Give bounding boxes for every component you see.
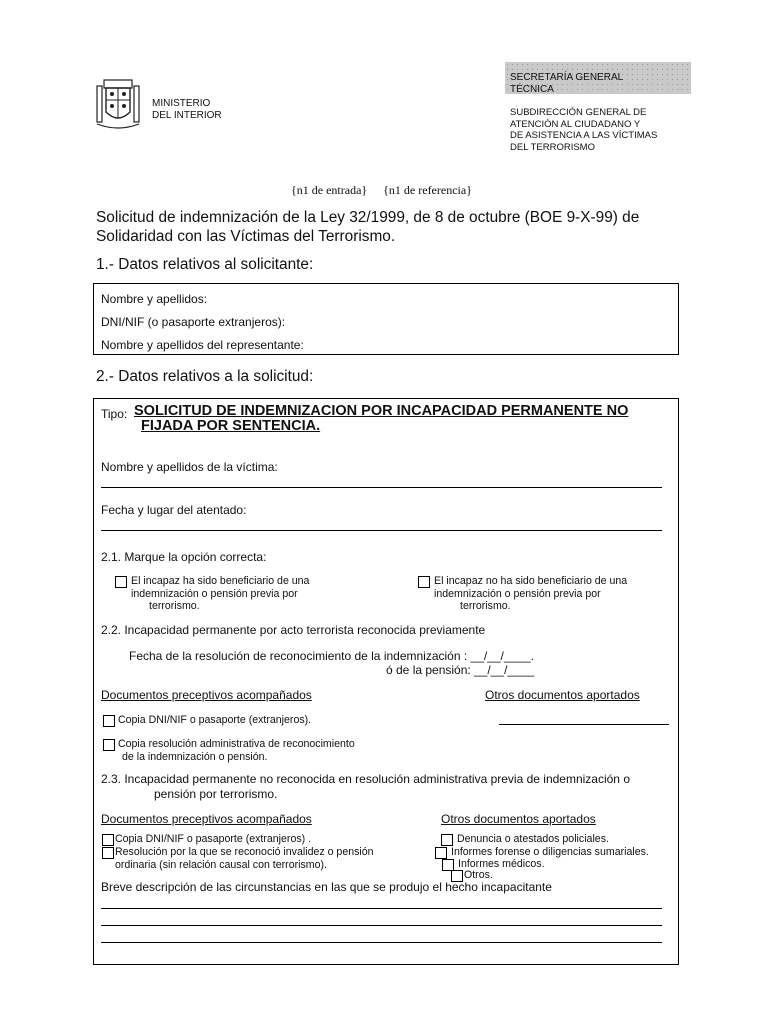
s22-fecha-pension[interactable]: ó de la pensión: __/__/____ (386, 663, 535, 677)
s22-heading: 2.2. Incapacidad permanente por acto terrorista reconocida previamente (101, 623, 486, 637)
s23-doc2-label (115, 846, 374, 871)
option-b-text (434, 575, 627, 613)
descripcion-line-3[interactable] (101, 942, 662, 943)
entrada-number: {n1 de entrada} (291, 183, 368, 197)
s23-other3-label: Informes médicos. (458, 858, 545, 870)
ministry-line2: DEL INTERIOR (152, 110, 222, 121)
tipo-label: Tipo: (101, 407, 128, 421)
descripcion-line-2[interactable] (101, 925, 662, 926)
secretaria-line2: TÉCNICA (510, 84, 554, 95)
s22-doc2-checkbox[interactable] (103, 739, 115, 751)
section1-heading: 1.- Datos relativos al solicitante: (96, 256, 314, 273)
s22-docs-preceptivos: Documentos preceptivos acompañados (101, 688, 312, 702)
s22-doc1-checkbox[interactable] (103, 715, 115, 727)
s22-otros-documentos: Otros documentos aportados (485, 688, 640, 702)
s23-doc2-line1: Resolución por la que se reconoció invalidez o pensión (115, 846, 374, 858)
fecha-lugar-label: Fecha y lugar del atentado: (101, 503, 247, 517)
s23-other2-checkbox[interactable] (435, 847, 447, 859)
s23-other1-checkbox[interactable] (441, 834, 453, 846)
s23-doc1-checkbox[interactable] (102, 834, 114, 846)
section2-heading: 2.- Datos relativos a la solicitud: (96, 368, 314, 385)
ministry-line1: MINISTERIO (152, 98, 211, 109)
option-b-line3: terrorismo. (460, 600, 511, 612)
subdireccion-line4: DEL TERRORISMO (510, 141, 595, 153)
s23-heading (101, 772, 630, 802)
s22-otros-input-line[interactable] (499, 724, 669, 725)
victima-input-line[interactable] (101, 487, 662, 488)
s22-doc2-line1: Copia resolución administrativa de reconocimiento (118, 738, 355, 750)
reference-numbers (291, 183, 488, 198)
referencia-number: {n1 de referencia} (383, 183, 472, 197)
option-heading: 2.1. Marque la opción correcta: (101, 550, 267, 564)
s22-doc2-line2: de la indemnización o pensión. (122, 750, 268, 763)
secretaria-general (510, 72, 623, 96)
option-a-line1: El incapaz ha sido beneficiario de una (131, 575, 310, 587)
subdireccion-line3: DE ASISTENCIA A LAS VÍCTIMAS (510, 130, 658, 141)
victima-label: Nombre y apellidos de la víctima: (101, 460, 278, 474)
s23-heading-line1: 2.3. Incapacidad permanente no reconocida en resolución administrativa previa de indemnización o (101, 772, 630, 786)
tipo-value (134, 404, 628, 434)
option-b-checkbox[interactable] (418, 576, 430, 588)
s23-doc2-line2: ordinaria (sin relación causal con terrorismo). (115, 858, 327, 871)
s23-other1-label: Denuncia o atestados policiales. (457, 833, 609, 845)
option-a-line2: indemnización o pensión previa por (131, 587, 298, 600)
s22-fecha-resolucion[interactable]: Fecha de la resolución de reconocimiento de la indemnización : __/__/____. (129, 649, 534, 663)
document-title: Solicitud de indemnización de la Ley 32/1999, de 8 de octubre (BOE 9-X-99) de Solidaridad con las Víctimas del Terrorismo. (96, 209, 640, 245)
descripcion-line-1[interactable] (101, 908, 662, 909)
fecha-lugar-input-line[interactable] (101, 530, 662, 531)
coat-of-arms-logo (94, 78, 142, 132)
breve-descripcion-label: Breve descripción de las circunstancias en las que se produjo el hecho incapacitante (101, 880, 552, 894)
representante-field[interactable]: Nombre y apellidos del representante: (101, 338, 304, 352)
tipo-line2: FIJADA POR SENTENCIA. (141, 418, 321, 434)
s23-doc2-checkbox[interactable] (102, 847, 114, 859)
option-a-checkbox[interactable] (115, 576, 127, 588)
subdireccion-line2: ATENCIÓN AL CIUDADANO Y (510, 118, 641, 130)
s23-heading-line2: pensión por terrorismo. (154, 787, 278, 801)
tipo-line1: SOLICITUD DE INDEMNIZACION POR INCAPACIDAD PERMANENTE NO (134, 403, 629, 419)
secretaria-line1: SECRETARÍA GENERAL (510, 72, 624, 83)
subdireccion-general (510, 107, 657, 153)
option-b-line1: El incapaz no ha sido beneficiario de una (434, 575, 628, 587)
s23-docs-preceptivos: Documentos preceptivos acompañados (101, 812, 312, 826)
s22-doc1-label: Copia DNI/NIF o pasaporte (extranjeros). (118, 714, 312, 726)
dni-nif-field[interactable]: DNI/NIF (o pasaporte extranjeros): (101, 315, 286, 329)
nombre-apellidos-field[interactable]: Nombre y apellidos: (101, 292, 208, 306)
subdireccion-line1: SUBDIRECCIÓN GENERAL DE (510, 107, 647, 118)
s23-doc1-label: Copia DNI/NIF o pasaporte (extranjeros) . (115, 833, 312, 845)
s22-doc2-label (118, 738, 355, 763)
s23-other4-label: Otros. (464, 869, 493, 881)
ministry-name (152, 98, 222, 122)
s23-other2-label: Informes forense o diligencias sumariales. (451, 846, 649, 858)
option-a-line3: terrorismo. (149, 600, 200, 612)
option-b-line2: indemnización o pensión previa por (434, 587, 601, 600)
s23-otros-documentos: Otros documentos aportados (441, 812, 596, 826)
option-a-text (131, 575, 309, 613)
